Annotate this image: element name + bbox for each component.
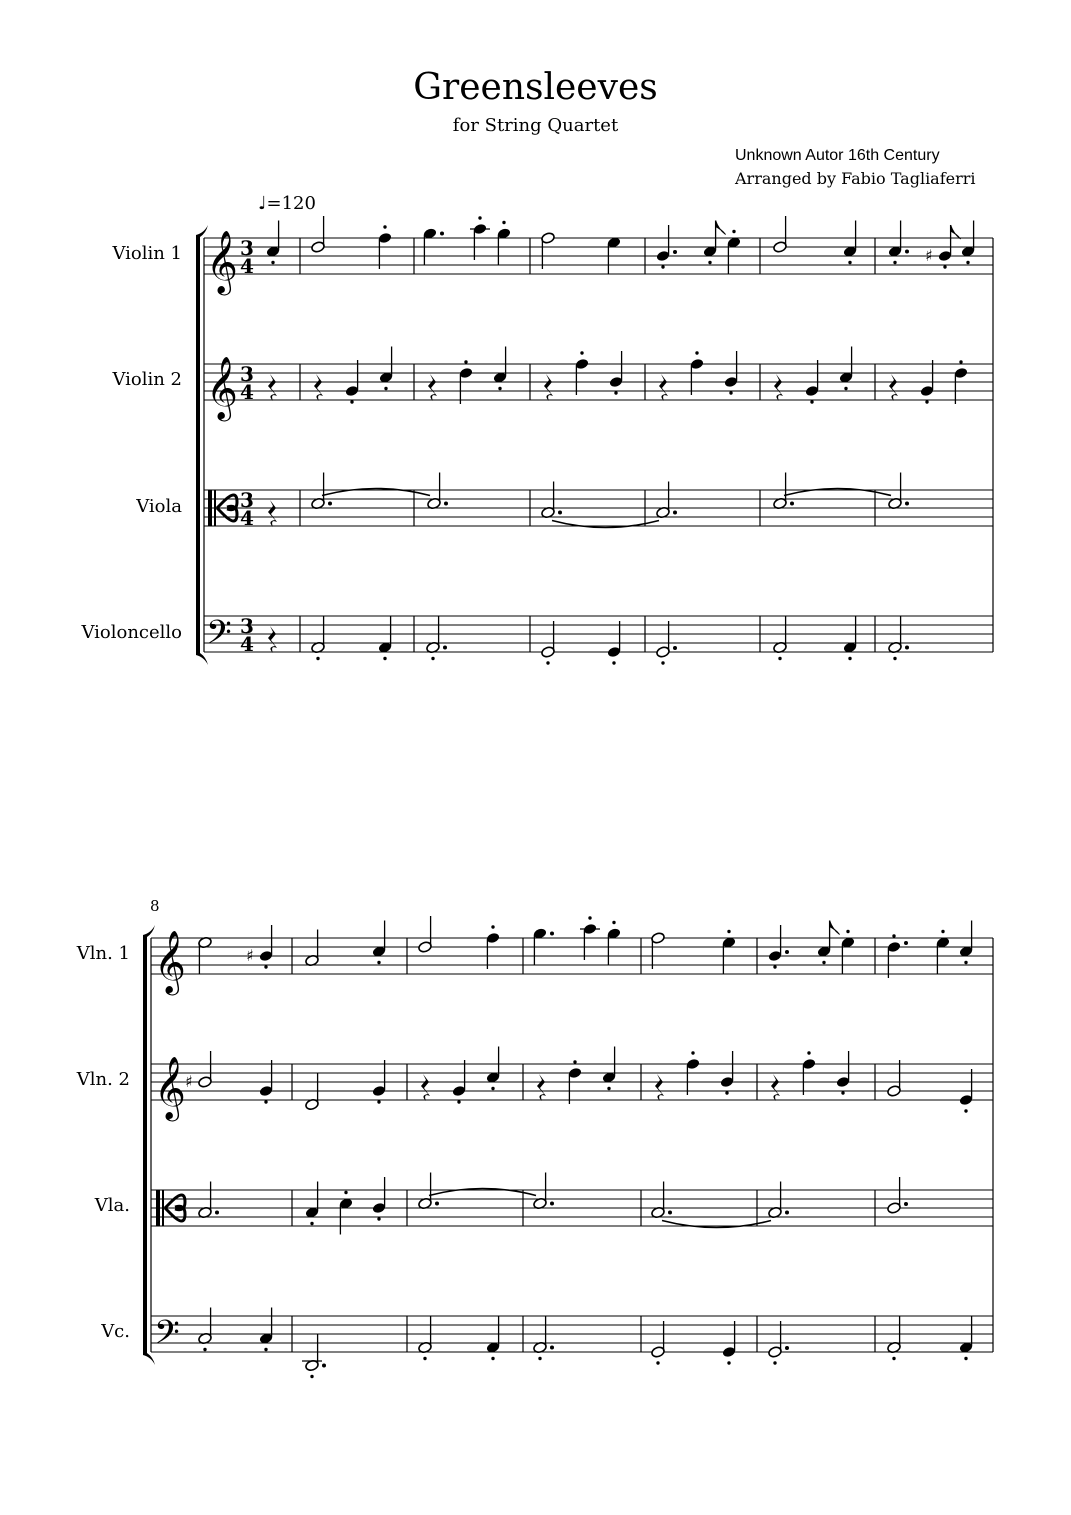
quarter-rest bbox=[659, 374, 668, 401]
quarter-rest bbox=[544, 374, 553, 401]
staccato-dot bbox=[727, 930, 730, 933]
bass-clef-icon: 𝄢 bbox=[154, 1314, 180, 1360]
augmentation-dot bbox=[440, 232, 444, 236]
augmentation-dot bbox=[673, 250, 677, 254]
staccato-dot bbox=[732, 230, 735, 233]
quarter-rest bbox=[655, 1074, 664, 1101]
augmentation-dot bbox=[215, 1211, 219, 1215]
staccato-dot bbox=[656, 1361, 659, 1364]
staccato-dot bbox=[810, 400, 813, 403]
augmentation-dot bbox=[904, 941, 908, 945]
staff-label-vln-1: Vln. 1 bbox=[76, 943, 130, 964]
staccato-dot bbox=[316, 657, 319, 660]
augmentation-dot bbox=[790, 502, 794, 506]
staccato-dot bbox=[822, 961, 825, 964]
staccato-dot bbox=[893, 657, 896, 660]
staccato-dot bbox=[580, 351, 583, 354]
time-sig-numerator: 3 bbox=[240, 488, 254, 512]
augmentation-dot bbox=[673, 511, 677, 515]
staccato-dot bbox=[892, 934, 895, 937]
staccato-dot bbox=[478, 216, 481, 219]
quarter-rest bbox=[314, 374, 323, 401]
staccato-dot bbox=[573, 1060, 576, 1063]
staccato-dot bbox=[964, 961, 967, 964]
augmentation-dot bbox=[443, 646, 447, 650]
staccato-dot bbox=[546, 661, 549, 664]
staccato-dot bbox=[607, 1087, 610, 1090]
staccato-dot bbox=[943, 265, 946, 268]
staccato-dot bbox=[964, 1357, 967, 1360]
staccato-dot bbox=[848, 657, 851, 660]
time-sig-denominator: 4 bbox=[240, 254, 254, 278]
staccato-dot bbox=[612, 921, 615, 924]
staccato-dot bbox=[727, 1361, 730, 1364]
system-bracket bbox=[196, 235, 200, 655]
sharp-sign: ♯ bbox=[246, 946, 254, 965]
augmentation-dot bbox=[550, 1346, 554, 1350]
staccato-dot bbox=[612, 661, 615, 664]
staccato-dot bbox=[892, 1357, 895, 1360]
staccato-dot bbox=[384, 387, 387, 390]
staccato-dot bbox=[773, 965, 776, 968]
augmentation-dot bbox=[322, 1364, 326, 1368]
augmentation-dot bbox=[558, 511, 562, 515]
staccato-dot bbox=[966, 261, 969, 264]
staccato-dot bbox=[377, 961, 380, 964]
staff-label-violin-1: Violin 1 bbox=[112, 243, 182, 264]
flag bbox=[951, 225, 961, 239]
staccato-dot bbox=[959, 360, 962, 363]
quarter-rest bbox=[889, 374, 898, 401]
composer: Unknown Autor 16th Century bbox=[735, 147, 940, 164]
staccato-dot bbox=[491, 925, 494, 928]
system-2 bbox=[143, 916, 993, 1378]
quarter-rest bbox=[421, 1074, 430, 1101]
quarter-rest bbox=[268, 626, 277, 653]
staccato-dot bbox=[538, 1357, 541, 1360]
staccato-dot bbox=[264, 1100, 267, 1103]
sharp-sign: ♯ bbox=[185, 1072, 193, 1091]
quarter-note-icon: ♩ bbox=[258, 193, 267, 214]
staccato-dot bbox=[778, 657, 781, 660]
score-title: Greensleeves bbox=[413, 67, 658, 108]
time-sig-numerator: 3 bbox=[240, 362, 254, 386]
augmentation-dot bbox=[785, 1211, 789, 1215]
augmentation-dot bbox=[905, 646, 909, 650]
tempo-bpm: =120 bbox=[266, 193, 316, 214]
staccato-dot bbox=[377, 1100, 380, 1103]
augmentation-dot bbox=[550, 932, 554, 936]
staff-label-vc: Vc. bbox=[101, 1321, 130, 1342]
quarter-rest bbox=[771, 1074, 780, 1101]
staccato-dot bbox=[614, 391, 617, 394]
staccato-dot bbox=[264, 965, 267, 968]
staccato-dot bbox=[964, 1109, 967, 1112]
augmentation-dot bbox=[785, 950, 789, 954]
staccato-dot bbox=[431, 657, 434, 660]
staccato-dot bbox=[264, 1348, 267, 1351]
staccato-dot bbox=[893, 261, 896, 264]
staccato-dot bbox=[661, 661, 664, 664]
staff-label-viola: Viola bbox=[136, 496, 182, 517]
staccato-dot bbox=[464, 360, 467, 363]
flag bbox=[830, 921, 840, 935]
augmentation-dot bbox=[673, 646, 677, 650]
staccato-dot bbox=[729, 391, 732, 394]
time-sig-denominator: 4 bbox=[240, 632, 254, 656]
arranger: Arranged by Fabio Tagliaferri bbox=[735, 169, 976, 188]
measure-number: 8 bbox=[150, 897, 160, 915]
staccato-dot bbox=[691, 1051, 694, 1054]
time-sig-numerator: 3 bbox=[240, 236, 254, 260]
system-1 bbox=[196, 216, 993, 665]
staccato-dot bbox=[491, 1087, 494, 1090]
time-sig-denominator: 4 bbox=[240, 380, 254, 404]
quarter-rest bbox=[268, 500, 277, 527]
staccato-dot bbox=[846, 930, 849, 933]
staccato-dot bbox=[807, 1051, 810, 1054]
staccato-dot bbox=[383, 657, 386, 660]
treble-clef-icon: 𝄞 bbox=[206, 230, 238, 293]
staccato-dot bbox=[271, 261, 274, 264]
augmentation-dot bbox=[905, 250, 909, 254]
staccato-dot bbox=[588, 916, 591, 919]
quarter-rest bbox=[774, 374, 783, 401]
staccato-dot bbox=[844, 387, 847, 390]
augmentation-dot bbox=[785, 1346, 789, 1350]
quarter-rest bbox=[428, 374, 437, 401]
staccato-dot bbox=[661, 265, 664, 268]
time-sig-numerator: 3 bbox=[240, 614, 254, 638]
staccato-dot bbox=[848, 261, 851, 264]
staccato-dot bbox=[491, 1357, 494, 1360]
flag bbox=[716, 221, 726, 235]
augmentation-dot bbox=[904, 1202, 908, 1206]
system-bracket bbox=[143, 935, 147, 1355]
staccato-dot bbox=[725, 1091, 728, 1094]
staccato-dot bbox=[377, 1217, 380, 1220]
staccato-dot bbox=[310, 1222, 313, 1225]
staff-label-vln-2: Vln. 2 bbox=[76, 1069, 130, 1090]
augmentation-dot bbox=[435, 1202, 439, 1206]
staccato-dot bbox=[457, 1100, 460, 1103]
augmentation-dot bbox=[328, 502, 332, 506]
score-subtitle: for String Quartet bbox=[452, 115, 619, 136]
quarter-rest bbox=[537, 1074, 546, 1101]
treble-clef-icon: 𝄞 bbox=[206, 356, 238, 419]
quarter-rest bbox=[268, 374, 277, 401]
staff-label-violoncello: Violoncello bbox=[81, 622, 182, 643]
treble-clef-icon: 𝄞 bbox=[154, 930, 186, 993]
staccato-dot bbox=[423, 1357, 426, 1360]
staff-label-violin-2: Violin 2 bbox=[112, 369, 182, 390]
staccato-dot bbox=[695, 351, 698, 354]
staccato-dot bbox=[383, 225, 386, 228]
time-sig-denominator: 4 bbox=[240, 506, 254, 530]
sharp-sign: ♯ bbox=[925, 246, 933, 265]
staff-label-vla: Vla. bbox=[94, 1195, 130, 1216]
staccato-dot bbox=[708, 261, 711, 264]
staccato-dot bbox=[841, 1091, 844, 1094]
augmentation-dot bbox=[444, 502, 448, 506]
staccato-dot bbox=[310, 1375, 313, 1378]
staccato-dot bbox=[498, 387, 501, 390]
staccato-dot bbox=[344, 1191, 347, 1194]
augmentation-dot bbox=[550, 1202, 554, 1206]
augmentation-dot bbox=[905, 502, 909, 506]
augmentation-dot bbox=[668, 1211, 672, 1215]
staccato-dot bbox=[502, 221, 505, 224]
treble-clef-icon: 𝄞 bbox=[154, 1056, 186, 1119]
staccato-dot bbox=[203, 1348, 206, 1351]
staccato-dot bbox=[925, 400, 928, 403]
staccato-dot bbox=[350, 400, 353, 403]
staccato-dot bbox=[941, 930, 944, 933]
bass-clef-icon: 𝄢 bbox=[206, 614, 232, 660]
staccato-dot bbox=[773, 1361, 776, 1364]
